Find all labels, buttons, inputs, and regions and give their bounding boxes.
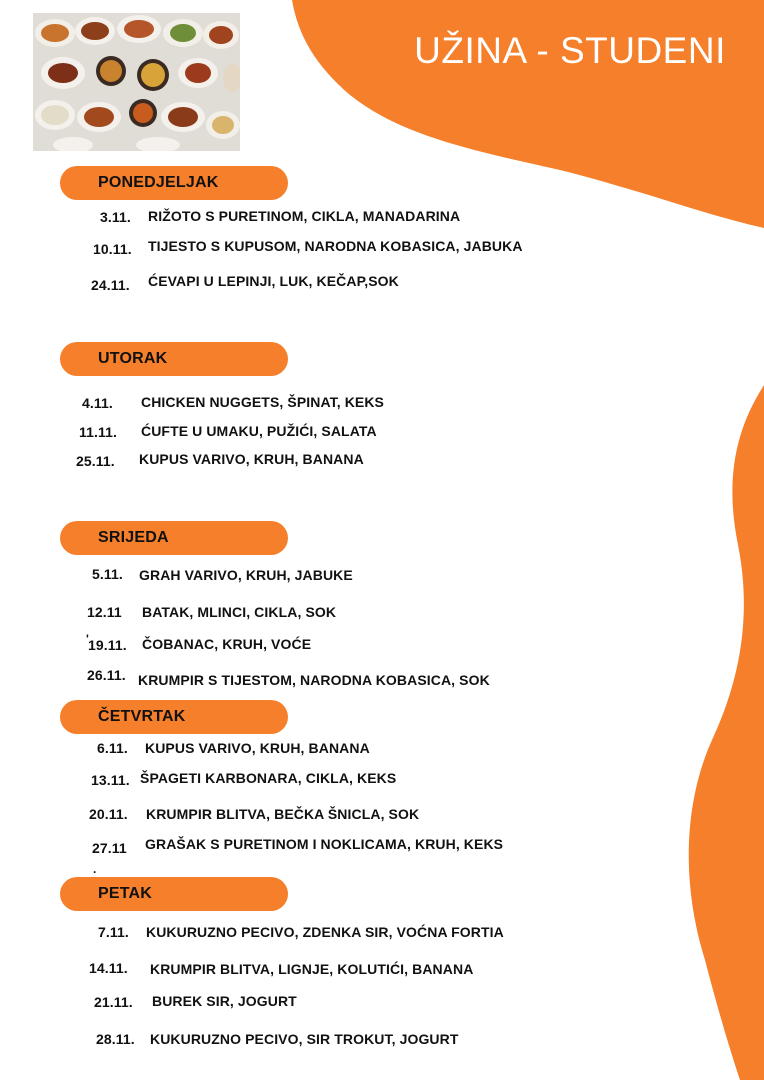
- menu-date: 24.11.: [91, 277, 130, 293]
- menu-meal: ĆEVAPI U LEPINJI, LUK, KEČAP,SOK: [148, 273, 399, 289]
- food-dishes-photo: [33, 13, 240, 151]
- menu-meal: KUPUS VARIVO, KRUH, BANANA: [139, 451, 364, 467]
- menu-meal: TIJESTO S KUPUSOM, NARODNA KOBASICA, JABUKA: [148, 238, 523, 254]
- menu-meal: RIŽOTO S PURETINOM, CIKLA, MANADARINA: [148, 208, 461, 224]
- menu-date: 6.11.: [97, 740, 128, 756]
- menu-date: 5.11.: [92, 566, 123, 582]
- menu-meal: ĆUFTE U UMAKU, PUŽIĆI, SALATA: [141, 423, 377, 439]
- menu-meal: BUREK SIR, JOGURT: [152, 993, 297, 1009]
- menu-date: 21.11.: [94, 994, 133, 1010]
- menu-date: 4.11.: [82, 395, 113, 411]
- day-header-friday: PETAK: [60, 877, 288, 911]
- menu-date: 7.11.: [98, 924, 129, 940]
- menu-meal: KUKURUZNO PECIVO, ZDENKA SIR, VOĆNA FORTIA: [146, 924, 504, 940]
- menu-date: 20.11.: [89, 806, 128, 822]
- menu-meal: KRUMPIR S TIJESTOM, NARODNA KOBASICA, SOK: [138, 672, 490, 688]
- day-header-thursday: ČETVRTAK: [60, 700, 288, 734]
- day-header-tuesday: UTORAK: [60, 342, 288, 376]
- day-header-wednesday: SRIJEDA: [60, 521, 288, 555]
- menu-meal: KRUMPIR BLITVA, BEČKA ŠNICLA, SOK: [146, 806, 420, 822]
- stray-mark: .: [93, 862, 97, 876]
- menu-meal: CHICKEN NUGGETS, ŠPINAT, KEKS: [141, 394, 384, 410]
- day-header-monday: PONEDJELJAK: [60, 166, 288, 200]
- menu-date: 3.11.: [100, 209, 131, 225]
- right-edge-orange-wave: [689, 385, 764, 1080]
- menu-date: 12.11: [87, 604, 122, 620]
- menu-meal: KRUMPIR BLITVA, LIGNJE, KOLUTIĆI, BANANA: [150, 961, 474, 977]
- menu-date: 11.11.: [79, 424, 117, 440]
- menu-date: 13.11.: [91, 772, 130, 788]
- menu-date: 28.11.: [96, 1031, 135, 1047]
- stray-mark: ': [86, 632, 89, 646]
- menu-meal: GRAH VARIVO, KRUH, JABUKE: [139, 567, 353, 583]
- menu-date: 10.11.: [93, 241, 132, 257]
- menu-meal: GRAŠAK S PURETINOM I NOKLICAMA, KRUH, KEKS: [145, 836, 504, 852]
- menu-meal: ŠPAGETI KARBONARA, CIKLA, KEKS: [140, 770, 397, 786]
- page-title: UŽINA - STUDENI: [414, 30, 726, 71]
- menu-meal: ČOBANAC, KRUH, VOĆE: [142, 636, 312, 652]
- menu-date: 26.11.: [87, 667, 126, 683]
- menu-date: 25.11.: [76, 453, 115, 469]
- menu-meal: BATAK, MLINCI, CIKLA, SOK: [142, 604, 337, 620]
- menu-date: 14.11.: [89, 960, 128, 976]
- menu-meal: KUPUS VARIVO, KRUH, BANANA: [145, 740, 370, 756]
- menu-date: 27.11: [92, 840, 127, 856]
- menu-date: 19.11.: [88, 637, 127, 653]
- menu-meal: KUKURUZNO PECIVO, SIR TROKUT, JOGURT: [150, 1031, 459, 1047]
